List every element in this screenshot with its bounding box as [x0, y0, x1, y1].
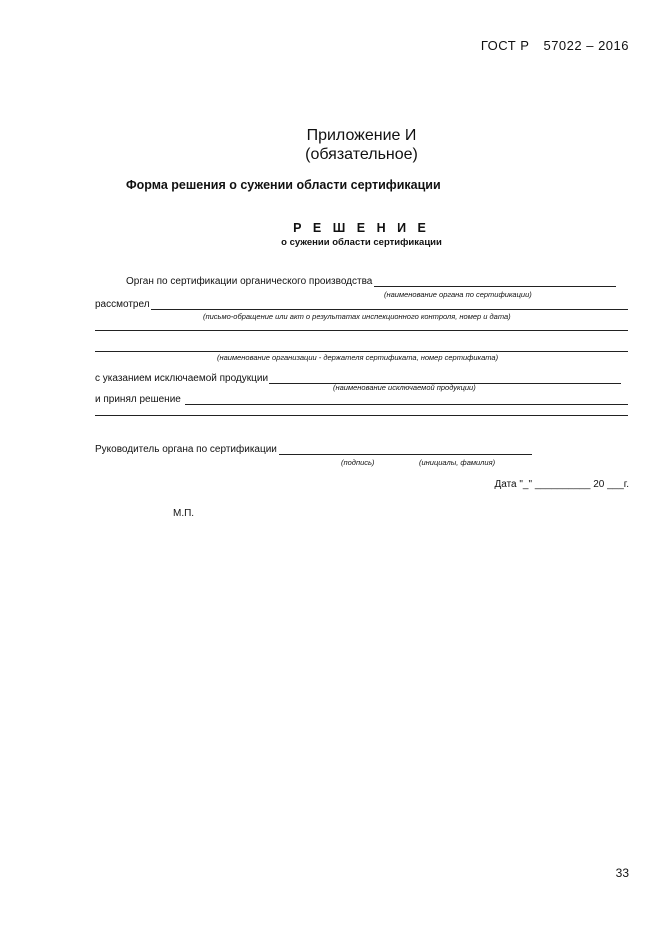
form-title: Форма решения о сужении области сертификации — [126, 178, 441, 192]
organ-field-line[interactable] — [374, 286, 616, 287]
blank-field-line[interactable] — [95, 330, 628, 331]
appendix-status: (обязательное) — [305, 146, 418, 163]
reviewed-hint: (письмо-обращение или акт о результатах инспекционного контроля, номер и дата) — [203, 312, 511, 321]
document-heading: Р Е Ш Е Н И Е — [293, 221, 430, 235]
standard-code: ГОСТ Р — [480, 38, 530, 53]
signature-field-line[interactable] — [279, 454, 532, 455]
decision-extra-line[interactable] — [95, 415, 628, 416]
excluded-hint: (наименование исключаемой продукции) — [333, 383, 476, 392]
decision-label: и принял решение — [95, 394, 181, 405]
initials-hint: (инициалы, фамилия) — [419, 458, 496, 467]
signature-hint: (подпись) — [341, 458, 375, 467]
organ-hint: (наименование органа по сертификации) — [384, 290, 532, 299]
organ-label: Орган по сертификации органического производства — [126, 276, 373, 287]
reviewed-label: рассмотрел — [95, 299, 150, 310]
head-label: Руководитель органа по сертификации — [95, 444, 277, 455]
page-number: 33 — [615, 866, 629, 880]
decision-field-line[interactable] — [185, 404, 628, 405]
appendix-heading — [0, 126, 661, 164]
standard-number: 57022 – 2016 — [543, 38, 629, 53]
stamp-place: М.П. — [173, 508, 195, 519]
standard-designation — [481, 38, 629, 53]
reviewed-field-line[interactable] — [151, 309, 628, 310]
holder-hint: (наименование организации - держателя сертификата, номер сертификата) — [217, 353, 499, 362]
date-line: Дата "_" __________ 20 ___г. — [494, 479, 629, 490]
holder-field-line[interactable] — [95, 351, 628, 352]
excluded-label: с указанием исключаемой продукции — [95, 373, 269, 384]
document-subheading: о сужении области сертификации — [281, 237, 442, 248]
appendix-title: Приложение И — [306, 127, 417, 144]
